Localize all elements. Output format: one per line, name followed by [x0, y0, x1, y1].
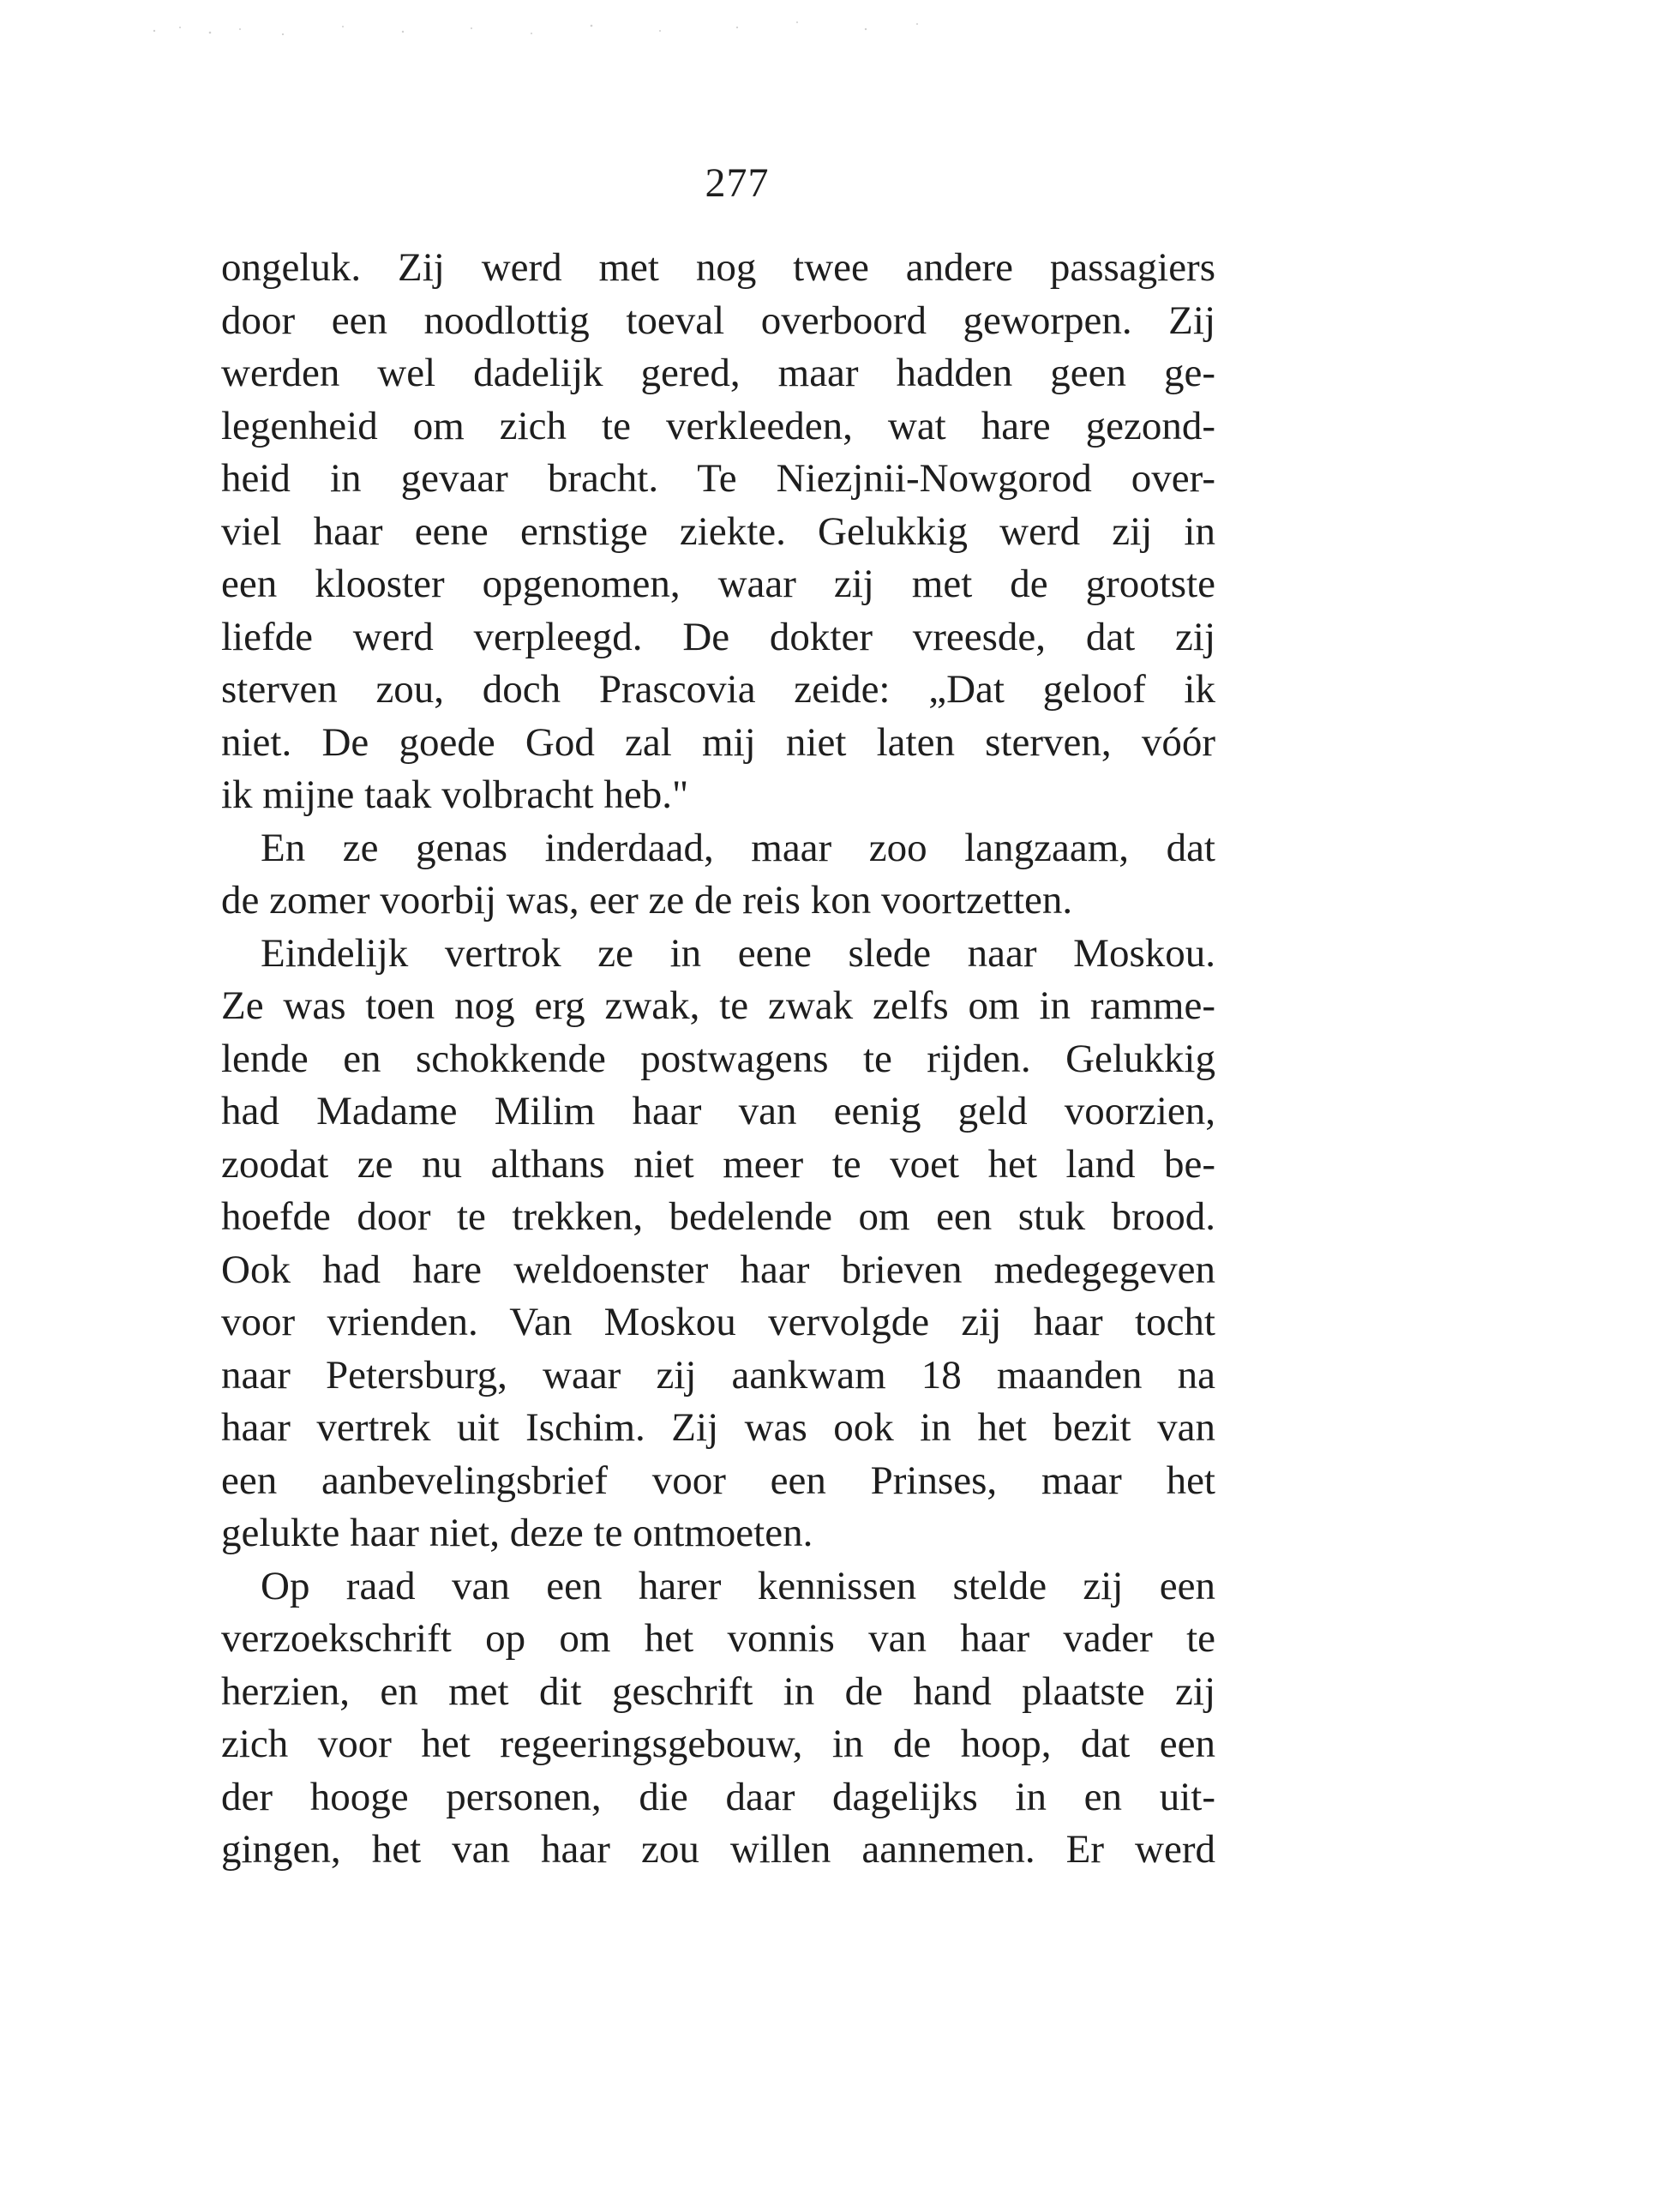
text-line: gingen, het van haar zou willen aannemen. Er werd [221, 1827, 1215, 1872]
text-line: der hooge personen, die daar dagelijks in en uit- [221, 1774, 1215, 1819]
text-line: naar Petersburg, waar zij aankwam 18 maanden na [221, 1352, 1215, 1398]
text-line: Eindelijk vertrok ze in eene slede naar Moskou. [261, 930, 1215, 976]
text-line: Ze was toen nog erg zwak, te zwak zelfs om in ramme- [221, 983, 1215, 1028]
text-line: door een noodlottig toeval overboord geworpen. Zij [221, 298, 1215, 343]
paragraph [221, 1560, 1215, 1877]
text-line: zich voor het regeeringsgebouw, in de hoop, dat een [221, 1722, 1215, 1766]
text-line: niet. De goede God zal mij niet laten sterven, vóór [221, 719, 1215, 765]
text-line: legenheid om zich te verkleeden, wat hare gezond- [221, 403, 1215, 448]
text-line: sterven zou, doch Prascovia zeide: „Dat geloof ik [221, 667, 1215, 712]
text-line: hoefde door te trekken, bedelende om een stuk brood. [221, 1194, 1215, 1239]
text-line: werden wel dadelijk gered, maar hadden geen ge- [221, 351, 1215, 395]
text-line: de zomer voorbij was, eer ze de reis kon voortzetten. [221, 878, 1073, 923]
text-line: had Madame Milim haar van eenig geld voorzien, [221, 1089, 1215, 1133]
text-line: gelukte haar niet, deze te ontmoeten. [221, 1511, 813, 1555]
text-line: heid in gevaar bracht. Te Niezjnii-Nowgorod over- [221, 456, 1215, 501]
text-line: ongeluk. Zij werd met nog twee andere passagiers [221, 245, 1215, 290]
text-line: viel haar eene ernstige ziekte. Gelukkig werd zij in [221, 508, 1215, 554]
paragraph [221, 928, 1215, 1560]
text-line: lende en schokkende postwagens te rijden. Gelukkig [221, 1036, 1215, 1081]
text-line: een klooster opgenomen, waar zij met de grootste [221, 562, 1215, 606]
text-line: zoodat ze nu althans niet meer te voet het land be- [221, 1141, 1215, 1187]
scan-specks-decoration [146, 12, 969, 46]
text-line: verzoekschrift op om het vonnis van haar vader te [221, 1616, 1215, 1661]
paragraph [221, 822, 1215, 928]
text-line: Ook had hare weldoenster haar brieven medegegeven [221, 1247, 1215, 1292]
text-line: liefde werd verpleegd. De dokter vreesde, dat zij [221, 614, 1215, 659]
body-text [221, 242, 1215, 1877]
text-line: voor vrienden. Van Moskou vervolgde zij haar tocht [221, 1300, 1215, 1344]
text-line: een aanbevelingsbrief voor een Prinses, maar het [221, 1458, 1215, 1503]
page-number: 277 [705, 160, 770, 206]
text-line: herzien, en met dit geschrift in de hand plaatste zij [221, 1668, 1215, 1714]
text-line: ik mijne taak volbracht heb." [221, 772, 689, 817]
paragraph [221, 242, 1215, 822]
text-line: En ze genas inderdaad, maar zoo langzaam, dat [261, 825, 1215, 870]
text-line: Op raad van een harer kennissen stelde zij een [261, 1563, 1215, 1608]
text-line: haar vertrek uit Ischim. Zij was ook in het bezit van [221, 1405, 1215, 1450]
